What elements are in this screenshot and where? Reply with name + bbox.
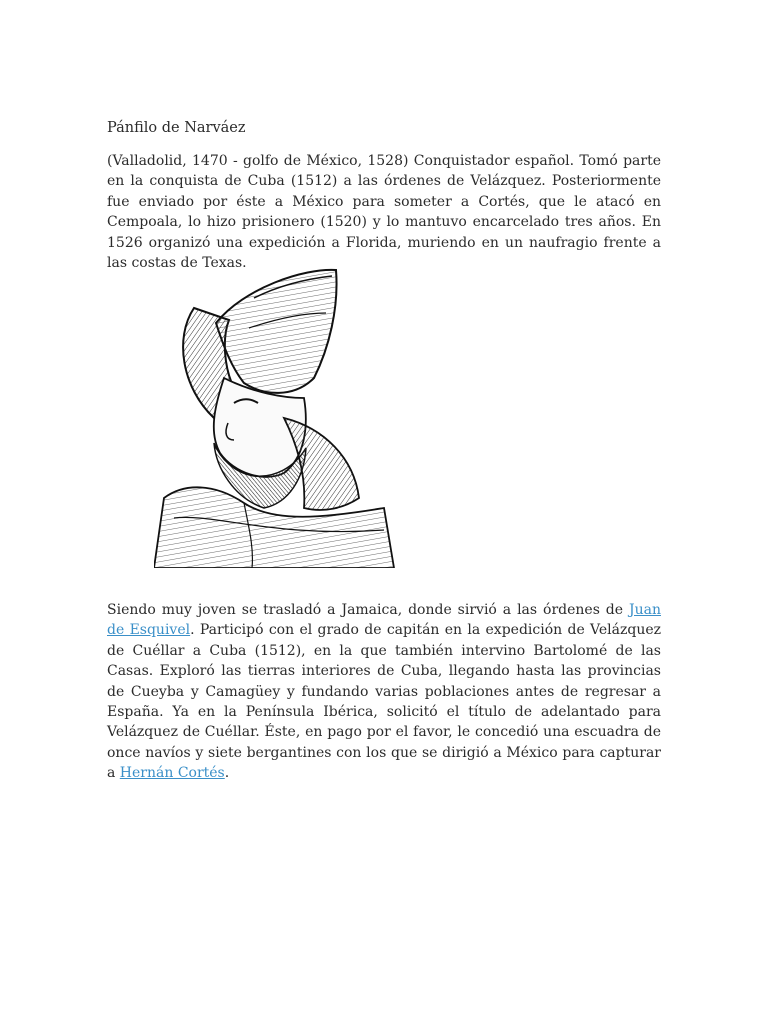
bio-text-part3: . (224, 765, 230, 782)
page-title: Pánfilo de Narváez (107, 120, 246, 136)
bio-text-part1: Siendo muy joven se trasladó a Jamaica, donde sirvió a las órdenes de (107, 602, 629, 618)
document-body (107, 118, 661, 273)
link-hernan-cortes[interactable]: Hernán Cortés (119, 765, 225, 782)
intro-paragraph: (Valladolid, 1470 - golfo de México, 1528) Conquistador español. Tomó parte en la conquista de Cuba (1512) a las órdenes de Velázquez. Posteriormente fue enviado por éste a México para someter a Cortés, que le atacó en Cempoala, lo hizo prisionero (1520) y lo mantuvo encarcelado tres años. En 1526 organizó una expedición a Florida, muriendo en un naufragio frente a las costas de Texas. (107, 153, 661, 272)
bio-text-part2: . Participó con el grado de capitán en la expedición de Velázquez de Cuéllar a Cuba (1512), en la que también intervino Bartolomé de las Casas. Exploró las tierras interiores de Cuba, llegando hasta las provincias de Cueyba y Camagüey y fundando varias poblaciones antes de regresar a España. Ya en la Península Ibérica, solicitó el título de adelantado para Velázquez de Cuéllar. Éste, en pago por el favor, le concedió una escuadra de once navíos y siete bergantines con los que se dirigió a México para capturar a (107, 622, 661, 782)
conquistador-engraving (154, 268, 398, 568)
portrait-illustration (154, 268, 398, 568)
biography-paragraph (107, 600, 661, 784)
link-juan-de-esquivel[interactable]: Juan de Esquivel (107, 602, 661, 639)
